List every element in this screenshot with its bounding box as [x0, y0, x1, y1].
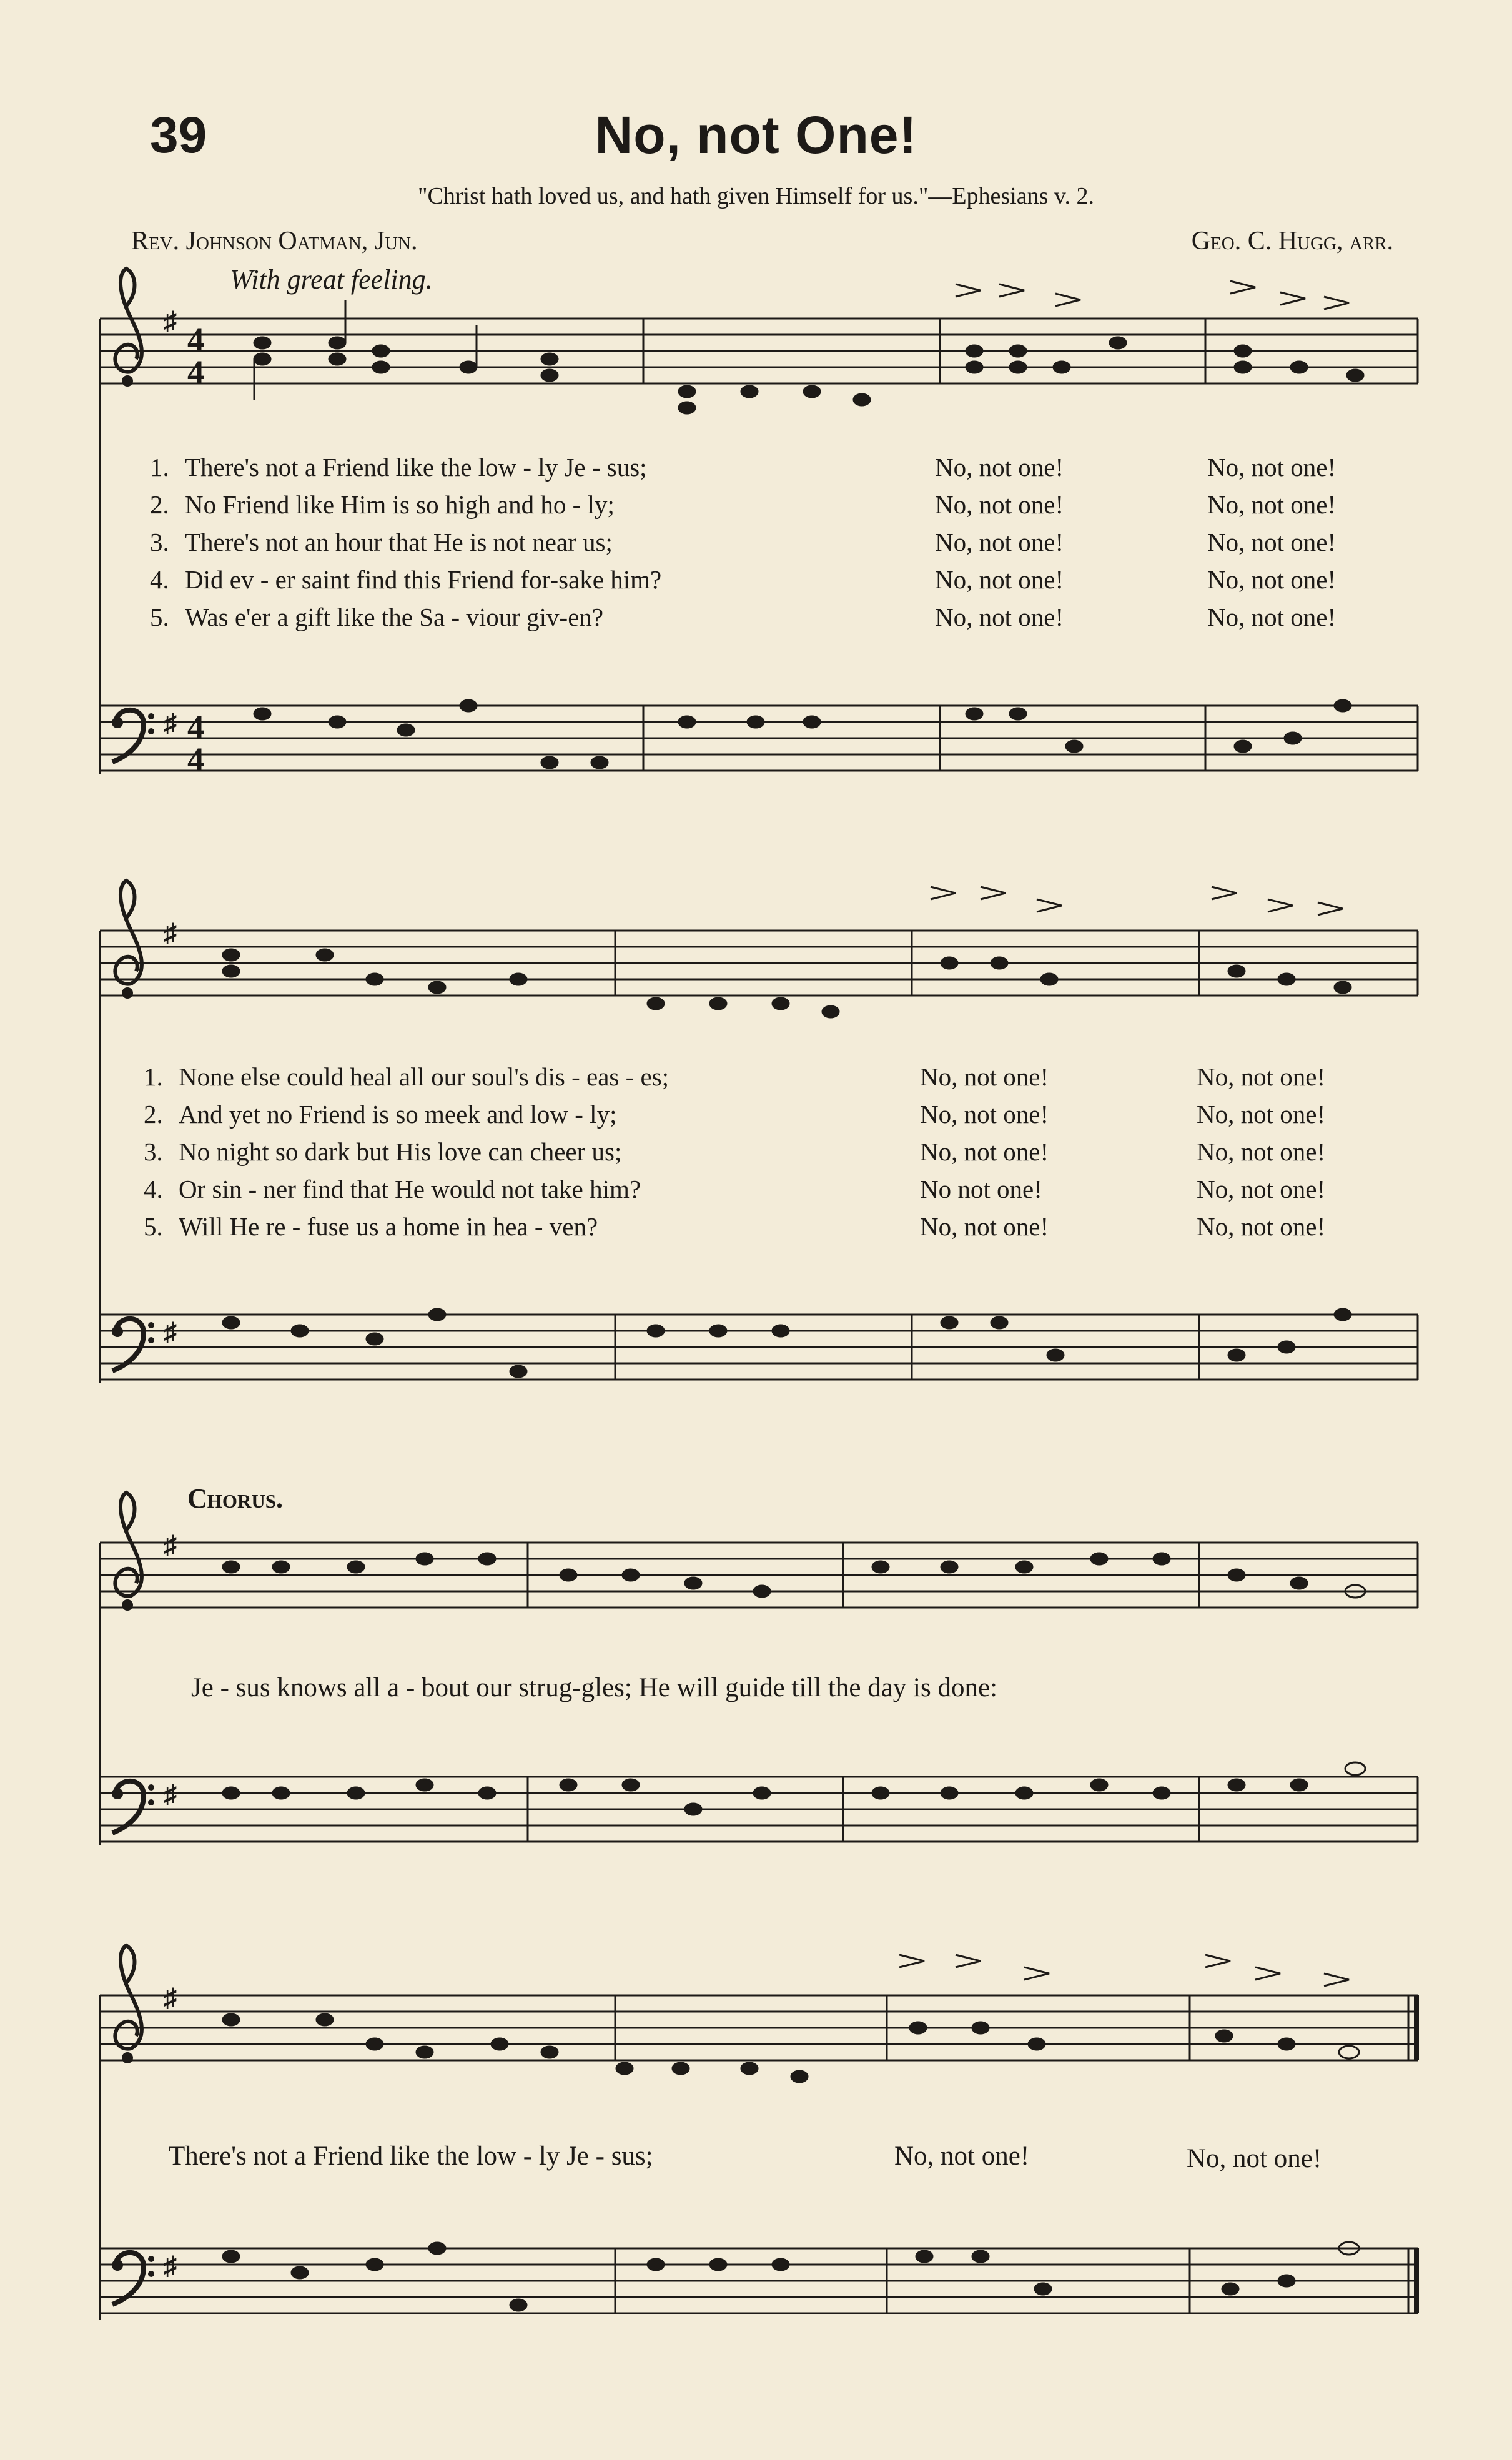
verse-line: 5. Was e'er a gift like the Sa - viour giv-en?	[150, 603, 604, 631]
refrain-text: No, not one!	[1197, 1062, 1326, 1091]
svg-text:♯: ♯	[164, 1781, 177, 1809]
verse-line: 3. There's not an hour that He is not near us;	[150, 528, 613, 556]
composer-credit: Geo. C. Hugg, arr.	[1191, 227, 1393, 255]
refrain-text: No, not one!	[935, 528, 1064, 556]
chorus-lyric-line-1: Je - sus knows all a - bout our strug-gles; He will guide till the day is done:	[191, 1673, 998, 1702]
refrain-text: No, not one!	[1197, 1212, 1326, 1241]
chorus-refrain-2: No, not one!	[1187, 2144, 1322, 2173]
staff-bass-2	[100, 1315, 1418, 1380]
refrain-text: No, not one!	[1197, 1137, 1326, 1166]
svg-text:♯: ♯	[164, 2252, 177, 2281]
refrain-text: No, not one!	[935, 453, 1064, 482]
refrain-text: No, not one!	[1207, 565, 1337, 594]
svg-text:4: 4	[187, 321, 204, 358]
verse-line: 2. And yet no Friend is so meek and low - ly;	[144, 1100, 617, 1129]
verse-line: 5. Will He re - fuse us a home in hea - ven?	[144, 1212, 598, 1241]
refrain-text: No, not one!	[920, 1137, 1049, 1166]
svg-text:♯: ♯	[164, 1984, 177, 2013]
author-credit: Rev. Johnson Oatman, Jun.	[131, 227, 418, 255]
hymn-number: 39	[150, 107, 207, 164]
verse-line: 3. No night so dark but His love can cheer us;	[144, 1137, 622, 1166]
refrain-text: No, not one!	[935, 565, 1064, 594]
epigraph: "Christ hath loved us, and hath given Himself for us."—Ephesians v. 2.	[418, 183, 1094, 209]
svg-text:4: 4	[187, 708, 204, 746]
refrain-text: No, not one!	[1207, 490, 1337, 519]
staff-bass-4	[100, 2248, 1418, 2313]
verse-line: 1. There's not a Friend like the low - ly Je - sus;	[150, 453, 647, 482]
clefs	[112, 269, 154, 2304]
refrain-text: No, not one!	[1197, 1175, 1326, 1203]
refrain-text: No, not one!	[920, 1100, 1049, 1129]
refrain-text: No, not one!	[920, 1212, 1049, 1241]
svg-text:♯: ♯	[164, 307, 177, 336]
hymn-title: No, not One!	[595, 106, 917, 164]
refrain-text: No not one!	[920, 1175, 1042, 1203]
tempo-marking: With great feeling.	[230, 264, 433, 295]
svg-text:♯: ♯	[164, 709, 177, 738]
refrain-text: No, not one!	[1207, 603, 1337, 631]
svg-text:♯: ♯	[164, 1531, 177, 1560]
verse-line: 1. None else could heal all our soul's dis - eas - es;	[144, 1062, 670, 1091]
svg-text:♯: ♯	[164, 1318, 177, 1347]
chorus-label: Chorus.	[187, 1483, 284, 1514]
notes	[223, 300, 1365, 2311]
refrain-text: No, not one!	[920, 1062, 1049, 1091]
chorus-refrain-1: No, not one!	[894, 2141, 1030, 2171]
svg-text:4: 4	[187, 353, 204, 391]
refrain-text: No, not one!	[1207, 453, 1337, 482]
refrain-text: No, not one!	[935, 603, 1064, 631]
verse-line: 4. Or sin - ner find that He would not take him?	[144, 1175, 641, 1203]
staff-bass-3	[100, 1777, 1418, 1842]
refrain-text: No, not one!	[1207, 528, 1337, 556]
svg-text:♯: ♯	[164, 919, 177, 948]
refrain-text: No, not one!	[1197, 1100, 1326, 1129]
chorus-lyric-line-2: There's not a Friend like the low - ly Je - sus;	[169, 2141, 653, 2171]
refrain-text: No, not one!	[935, 490, 1064, 519]
svg-text:4: 4	[187, 741, 204, 778]
verse-line: 4. Did ev - er saint find this Friend for-sake him?	[150, 565, 662, 594]
staff-bass-1	[100, 706, 1418, 771]
verse-line: 2. No Friend like Him is so high and ho - ly;	[150, 490, 615, 519]
